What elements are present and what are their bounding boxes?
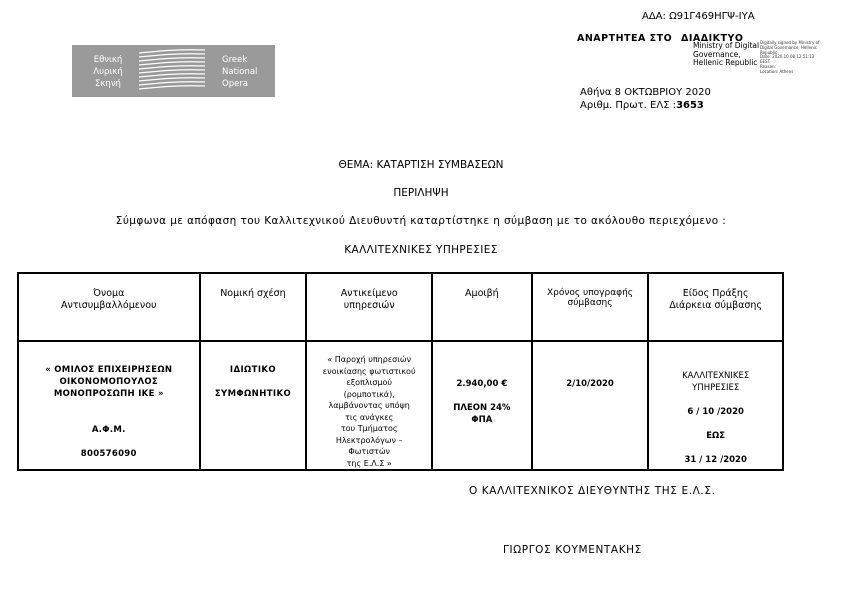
subject-heading: ΘΕΜΑ: ΚΑΤΑΡΤΙΣΗ ΣΥΜΒΑΣΕΩΝ	[338, 159, 504, 171]
header-contractor: Όνομα Αντισυμβαλλόμενου	[18, 273, 200, 341]
logo-lines-icon	[139, 47, 205, 95]
category-heading: ΚΑΛΛΙΤΕΧΝΙΚΕΣ ΥΠΗΡΕΣΙΕΣ	[344, 244, 498, 256]
post-label: ΑΝΑΡΤΗΤΕΑ ΣΤΟ	[577, 33, 673, 44]
director-name: ΓΙΩΡΓΟΣ ΚΟΥΜΕΝΤΑΚΗΣ	[503, 544, 642, 556]
post-target: ΔΙΑΔΙΚΤΥΟ	[681, 33, 744, 44]
digital-signature-details: Digitally signed by Ministry of Digital Governance, Hellenic Republic Date: 2020.10.08 12:51:13 EEST Reason: Location: Athens	[760, 40, 820, 74]
header-object: Αντικείμενο υπηρεσιών	[306, 273, 432, 341]
table-header-row	[18, 273, 783, 341]
cell-legal: ΙΔΙΩΤΙΚΟ ΣΥΜΦΩΝΗΤΙΚΟ	[200, 341, 307, 470]
intro-text: Σύμφωνα με απόφαση του Καλλιτεχνικού Διευθυντή καταρτίστηκε η σύμβαση με το ακόλουθο περιεχόμενο :	[115, 215, 727, 227]
cell-object: « Παροχή υπηρεσιών ενοικίασης φωτιστικού εξοπλισμού (ρομποτικά), λαμβάνοντας υπόψη τις ανάγκες του Τμήματος Ηλεκτρολόγων – Φωτιστών της Ε.Λ.Σ »	[306, 341, 432, 470]
cell-fee: 2.940,00 € ΠΛΕΟΝ 24% ΦΠΑ	[432, 341, 532, 470]
protocol-number: Αριθμ. Πρωτ. ΕΛΣ :3653	[580, 100, 704, 111]
digital-signature: Ministry of Digital Governance, Hellenic Republic	[693, 41, 760, 67]
cell-signing: 2/10/2020	[532, 341, 649, 470]
director-title: Ο ΚΑΛΛΙΤΕΧΝΙΚΟΣ ΔΙΕΥΘΥΝΤΗΣ ΤΗΣ Ε.Λ.Σ.	[469, 485, 716, 497]
ada-code: ΑΔΑ: Ω91Γ469ΗΓΨ-ΙΥΑ	[642, 11, 755, 22]
header-signing: Χρόνος υπογραφής σύμβασης	[532, 273, 649, 341]
opera-logo	[72, 45, 275, 97]
header-kind: Είδος Πράξης Διάρκεια σύμβασης	[648, 273, 783, 341]
header-legal: Νομική σχέση	[200, 273, 307, 341]
cell-kind: ΚΑΛΛΙΤΕΧΝΙΚΕΣ ΥΠΗΡΕΣΙΕΣ 6 / 10 /2020 ΕΩΣ 31 / 12 /2020	[648, 341, 783, 470]
city-date: Αθήνα 8 ΟΚΤΩΒΡΙΟΥ 2020	[580, 87, 711, 98]
contracts-table	[17, 272, 784, 471]
cell-contractor: « ΟΜΙΛΟΣ ΕΠΙΧΕΙΡΗΣΕΩΝ ΟΙΚΟΝΟΜΟΠΟΥΛΟΣ ΜΟΝΟΠΡΟΣΩΠΗ ΙΚΕ » Α.Φ.Μ. 800576090	[18, 341, 200, 470]
logo-english-text: Greek National Opera	[222, 55, 258, 89]
logo-greek-text: Εθνική Λυρική Σκηνή	[93, 55, 123, 89]
table-row	[18, 341, 783, 470]
header-fee: Αμοιβή	[432, 273, 532, 341]
summary-heading: ΠΕΡΙΛΗΨΗ	[393, 187, 449, 199]
